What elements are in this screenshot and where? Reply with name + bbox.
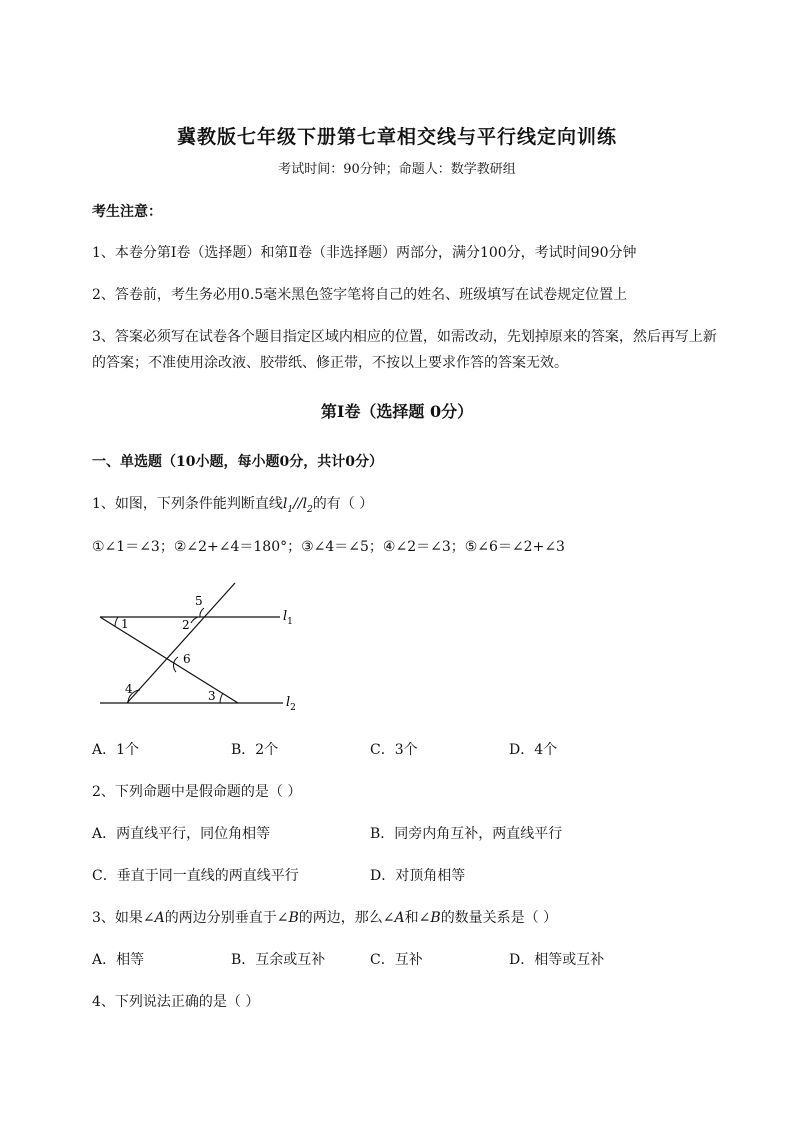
notice-item-2: 2、答卷前，考生务必用0.5毫米黑色签字笔将自己的姓名、班级填写在试卷规定位置上 bbox=[92, 287, 628, 303]
q1-option-c[interactable]: C．3个 bbox=[370, 742, 418, 758]
notice-item-3: 3、答案必须写在试卷各个题目指定区域内相应的位置，如需改动，先划掉原来的答案，然后再写上新 bbox=[92, 329, 717, 345]
q1-stem-prefix: 1、如图，下列条件能判断直线 bbox=[92, 496, 283, 512]
q3-var-d: B bbox=[430, 910, 441, 926]
label-angle-6: 6 bbox=[183, 652, 191, 666]
q2-option-a[interactable]: A．两直线平行，同位角相等 bbox=[92, 826, 271, 842]
angle-5-arc bbox=[200, 608, 204, 617]
q2-option-b[interactable]: B．同旁内角互补，两直线平行 bbox=[370, 826, 563, 842]
q1-option-b[interactable]: B．2个 bbox=[231, 742, 279, 758]
question-1-conditions: ①∠1＝∠3；②∠2+∠4＝180°；③∠4＝∠5；④∠2＝∠3；⑤∠6＝∠2+∠3 bbox=[92, 539, 565, 555]
exam-info: 考试时间：90分钟；命题人：数学教研组 bbox=[278, 162, 516, 177]
transversal-2 bbox=[127, 583, 235, 703]
notice-heading: 考生注意： bbox=[92, 204, 162, 220]
angle-1-arc bbox=[115, 617, 118, 626]
q2-option-c[interactable]: C．垂直于同一直线的两直线平行 bbox=[92, 868, 299, 884]
q3-option-b[interactable]: B．互余或互补 bbox=[231, 952, 326, 968]
label-line-l1: $l_1$ bbox=[283, 609, 293, 627]
question-1-stem bbox=[92, 493, 373, 515]
q3-var-b: B bbox=[288, 910, 299, 926]
q3-stem-d: 和∠ bbox=[404, 910, 431, 926]
label-angle-4: 4 bbox=[125, 682, 133, 696]
notice-item-1: 1、本卷分第Ⅰ卷（选择题）和第Ⅱ卷（非选择题）两部分，满分100分，考试时间90分钟 bbox=[92, 245, 637, 261]
question-1-figure bbox=[90, 578, 320, 718]
q2-option-d[interactable]: D．对顶角相等 bbox=[370, 868, 466, 884]
q3-stem-e: 的数量关系是（ ） bbox=[440, 910, 558, 926]
section-title: 第Ⅰ卷（选择题 0分） bbox=[320, 402, 474, 421]
angle-3-arc bbox=[220, 693, 223, 703]
q3-stem-b: 的两边分别垂直于∠ bbox=[164, 910, 289, 926]
q3-var-c: A bbox=[394, 910, 405, 926]
q1-line-l2-sub: 2 bbox=[307, 504, 313, 515]
question-2-stem: 2、下列命题中是假命题的是（ ） bbox=[92, 784, 302, 800]
q1-parallel: // bbox=[293, 496, 303, 512]
label-angle-3: 3 bbox=[208, 689, 216, 703]
q1-line-l1-sub: 1 bbox=[287, 504, 294, 515]
label-line-l2: $l_2$ bbox=[286, 695, 296, 713]
angle-2-arc bbox=[191, 617, 198, 623]
q1-line-l1: l bbox=[282, 496, 288, 512]
label-angle-5: 5 bbox=[195, 594, 203, 608]
q3-option-d[interactable]: D．相等或互补 bbox=[509, 952, 605, 968]
part-heading: 一、单选题（10小题，每小题0分，共计0分） bbox=[92, 454, 383, 470]
q1-line-l2: l bbox=[302, 496, 308, 512]
q3-option-c[interactable]: C．互补 bbox=[370, 952, 423, 968]
q3-stem-a: 3、如果∠ bbox=[92, 910, 155, 926]
q1-option-a[interactable]: A．1个 bbox=[92, 742, 140, 758]
q1-stem-suffix: 的有（ ） bbox=[312, 496, 374, 512]
label-angle-2: 2 bbox=[182, 618, 190, 632]
question-3-stem bbox=[92, 907, 557, 927]
page-title: 冀教版七年级下册第七章相交线与平行线定向训练 bbox=[176, 126, 617, 148]
question-4-stem: 4、下列说法正确的是（ ） bbox=[92, 994, 260, 1010]
q1-option-d[interactable]: D．4个 bbox=[509, 742, 558, 758]
q3-option-a[interactable]: A．相等 bbox=[92, 952, 145, 968]
notice-item-3-continued: 的答案；不准使用涂改液、胶带纸、修正带，不按以上要求作答的答案无效。 bbox=[92, 355, 568, 371]
q3-var-a: A bbox=[154, 910, 165, 926]
label-angle-1: 1 bbox=[121, 617, 129, 631]
q3-stem-c: 的两边，那么∠ bbox=[298, 910, 395, 926]
